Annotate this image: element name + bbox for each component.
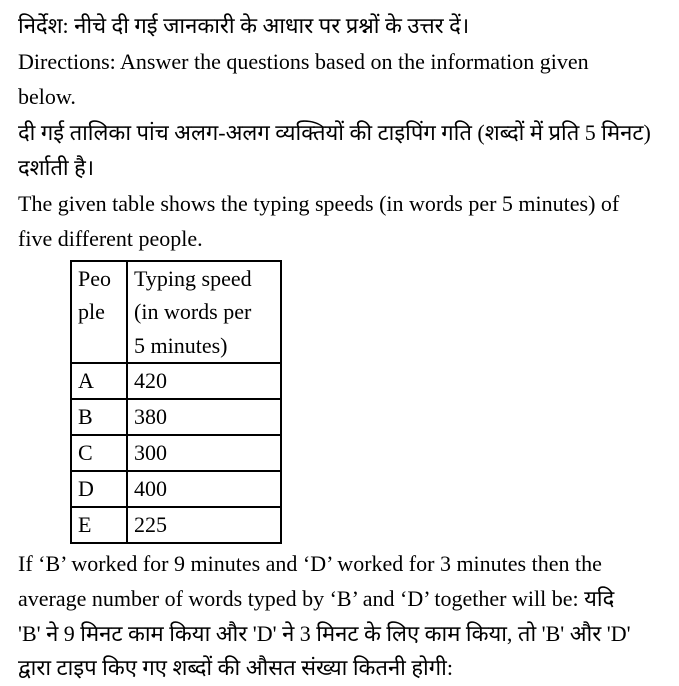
- speed-cell: 420: [127, 363, 281, 399]
- person-cell: B: [71, 399, 127, 435]
- typing-speed-table: [70, 260, 282, 545]
- header-speed-line-1: Typing speed: [134, 265, 252, 291]
- table-header-row: [71, 261, 281, 364]
- header-speed-cell: [127, 261, 281, 364]
- person-cell: D: [71, 471, 127, 507]
- description-english-line-2: five different people.: [18, 226, 203, 251]
- speed-cell: 225: [127, 507, 281, 543]
- header-speed-line-2: (in words per: [134, 299, 252, 324]
- question-line-4: द्वारा टाइप किए गए शब्दों की औसत संख्या कितनी होगी:: [18, 655, 453, 681]
- speed-cell: 300: [127, 435, 281, 471]
- instructions-english-line-1: Directions: Answer the questions based on the information given: [18, 48, 589, 74]
- instructions-hindi: निर्देश: नीचे दी गई जानकारी के आधार पर प्रश्नों के उत्तर दें।: [18, 13, 470, 38]
- instructions-english-line-2: below.: [18, 84, 76, 109]
- person-cell: C: [71, 435, 127, 471]
- header-people-line-2: ple: [78, 299, 105, 324]
- description-hindi-line-1: दी गई तालिका पांच अलग-अलग व्यक्तियों की टाइपिंग गति (शब्दों में प्रति 5 मिनट): [18, 119, 651, 145]
- speed-cell: 380: [127, 399, 281, 435]
- table-row: [71, 399, 281, 435]
- table-row: [71, 507, 281, 543]
- table-row: [71, 471, 281, 507]
- question-line-3: 'B' ने 9 मिनट काम किया और 'D' ने 3 मिनट के लिए काम किया, तो 'B' और 'D': [18, 620, 631, 646]
- person-cell: A: [71, 363, 127, 399]
- table-row: [71, 435, 281, 471]
- speed-cell: 400: [127, 471, 281, 507]
- header-speed-line-3: 5 minutes): [134, 332, 228, 358]
- question-line-2: average number of words typed by ‘B’ and ‘D’ together will be: यदि: [18, 585, 615, 611]
- header-people-line-1: Peo: [78, 265, 111, 291]
- question-line-1: If ‘B’ worked for 9 minutes and ‘D’ worked for 3 minutes then the: [18, 551, 602, 576]
- person-cell: E: [71, 507, 127, 543]
- header-people-cell: [71, 261, 127, 364]
- table-row: [71, 363, 281, 399]
- description-hindi-line-2: दर्शाती है।: [18, 155, 95, 180]
- description-english-line-1: The given table shows the typing speeds (in words per 5 minutes) of: [18, 190, 620, 216]
